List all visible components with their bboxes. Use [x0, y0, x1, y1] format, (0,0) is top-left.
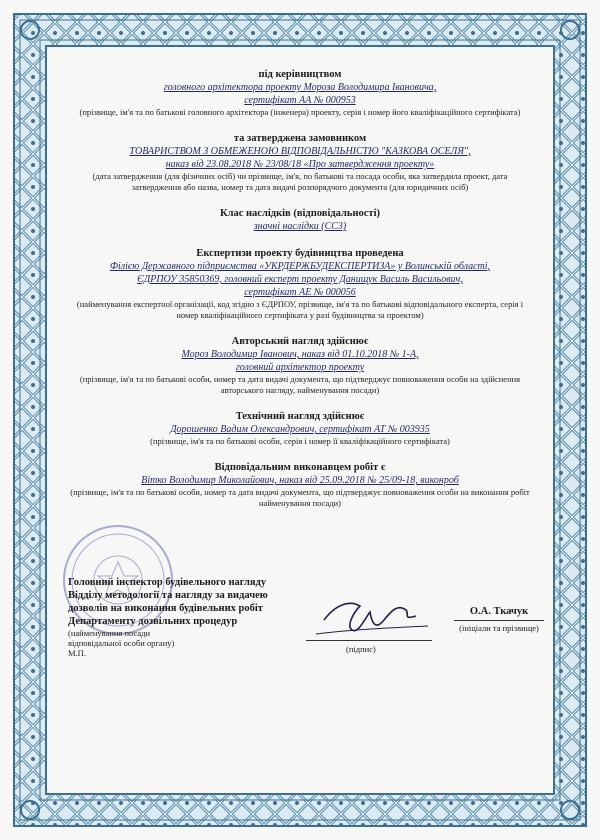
technical-supervisor-name: Дорошенко Вадим Олександрович, сертифікат АТ № 003935: [170, 424, 430, 435]
supervision-heading: під керівництвом: [258, 69, 342, 80]
official-name-caption: (ініціали та прізвище): [459, 623, 539, 633]
technical-supervision-caption: (прізвище, ім'я та по батькові особи, серія і номер її кваліфікаційного сертифіката): [150, 436, 450, 446]
official-name-block: [454, 606, 544, 633]
inspector-line-4: Департаменту дозвільних процедур: [68, 616, 238, 627]
inspector-line-1: Головний інспектор будівельного нагляду: [68, 577, 267, 588]
customer-caption: (дата затвердження (для фізичних осіб) чи прізвище, ім'я, по батькові та посада особи, яка затвердила проект, дата затвердження або назва, номер та дата видачі розпорядчого документа (для юридичних осіб): [92, 171, 508, 192]
author-supervision-section: [70, 335, 530, 396]
consequence-class-section: [70, 207, 530, 233]
signature-line: [306, 640, 432, 641]
chief-architect-certificate: сертифікат АА № 000953: [244, 95, 356, 106]
expertise-heading: Експертизи проекту будівництва проведена: [196, 248, 404, 259]
customer-section: [70, 132, 530, 193]
signature-block: [68, 576, 538, 666]
official-name: О.А. Ткачук: [469, 606, 529, 617]
seal-place-label: М.П.: [68, 648, 86, 658]
contractor-name: Вітко Володимир Миколайович, наказ від 25.09.2018 № 25/09-18, виконроб: [141, 475, 459, 486]
author-supervision-heading: Авторський нагляд здійснює: [231, 336, 369, 347]
author-supervisor-position: головний архітектор проекту: [235, 362, 365, 373]
customer-name: ТОВАРИСТВОМ З ОБМЕЖЕНОЮ ВІДПОВІДАЛЬНІСТЮ "КАЗКОВА ОСЕЛЯ",: [129, 146, 471, 157]
inspector-line-2: Відділу методології та нагляду за видачею: [68, 590, 268, 601]
signature-area: [306, 590, 436, 656]
supervision-caption: (прізвище, ім'я та по батькові головного архітектора (інженера) проекту, серія і номер його кваліфікаційного сертифіката): [79, 107, 521, 117]
technical-supervision-section: [70, 410, 530, 447]
expertise-organization: Філією Державного підприємства «УКРДЕРЖБУДЕКСПЕРТИЗА» у Волинській області,: [109, 261, 491, 272]
inspector-position: [68, 576, 318, 658]
contractor-heading: Відповідальним виконавцем робіт є: [214, 462, 386, 473]
technical-supervision-heading: Технічний нагляд здійснює: [235, 411, 365, 422]
contractor-section: [70, 461, 530, 509]
supervision-section: [70, 68, 530, 118]
signature-caption: (підпис): [346, 644, 376, 654]
author-supervisor-name: Мороз Володимир Іванович, наказ від 01.10.2018 № 1-А,: [181, 349, 419, 360]
consequence-class-value: значні наслідки (СС3): [253, 221, 347, 232]
customer-order: наказ від 23.08.2018 № 23/08/18 «Про затвердження проекту»: [165, 159, 435, 170]
expertise-section: [70, 247, 530, 321]
official-name-line: [454, 620, 544, 621]
consequence-class-heading: Клас наслідків (відповідальності): [219, 208, 381, 219]
expertise-caption: (найменування експертної організації, код згідно з ЄДРПОУ, прізвище, ім'я та по батькові відповідального експерта, серія і номер кваліфікаційного сертифіката у разі будівництва за проектом): [76, 299, 524, 320]
contractor-caption: (прізвище, ім'я та по батькові особи, номер та дата видачі документа, що підтверджує повноваження особи на виконання робіт найменування посади): [70, 487, 530, 508]
chief-architect-line: головного архітектора проекту Мороза Володимира Івановича,: [163, 82, 437, 93]
certificate-body: [70, 68, 530, 523]
expertise-certificate: сертифікат АЕ № 000056: [244, 287, 356, 298]
expertise-expert: ЄДРПОУ 35850369, головний експерт проекту Данищук Василь Васильович,: [137, 274, 463, 285]
customer-heading: та затверджена замовником: [233, 133, 367, 144]
inspector-caption: [68, 628, 318, 648]
inspector-caption-line-1: (найменування посади: [68, 628, 150, 638]
inspector-line-3: дозволів на виконання будівельних робіт: [68, 603, 263, 614]
author-supervision-caption: (прізвище, ім'я та по батькові особи, номер та дата видачі документа, що підтверджує повноваження особи на здійснення авторського нагляду, найменування посади): [79, 374, 521, 395]
inspector-caption-line-2: відповідальної особи органу): [68, 638, 175, 648]
handwritten-signature: [306, 590, 436, 642]
